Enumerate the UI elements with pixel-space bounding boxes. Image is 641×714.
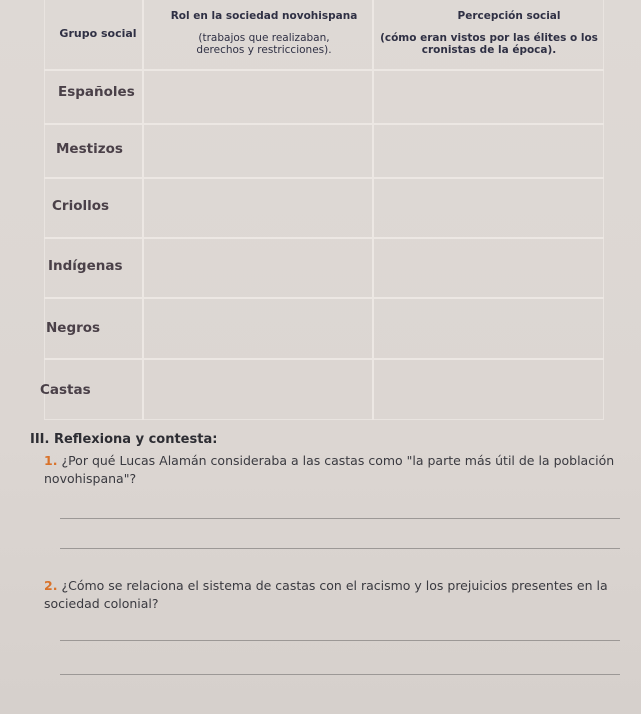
answer-line[interactable]: [60, 548, 620, 549]
question-1: [44, 452, 629, 488]
row-divider: [44, 297, 604, 299]
question-number: 2.: [44, 578, 58, 593]
question-text: ¿Cómo se relaciona el sistema de castas con el racismo y los prejuicios presentes en la sociedad colonial?: [44, 578, 608, 611]
header-grupo-social: Grupo social: [59, 27, 137, 40]
header-percepcion-sub: (cómo eran vistos por las élites o los cronistas de la época).: [380, 32, 598, 56]
column-divider: [372, 0, 374, 420]
header-rol: [154, 10, 374, 56]
row-label-mestizos: Mestizos: [56, 141, 123, 157]
row-label-negros: Negros: [46, 320, 101, 336]
row-label-espanoles: Españoles: [58, 84, 135, 100]
header-percepcion: [374, 10, 604, 56]
section-title: III. Reflexiona y contesta:: [30, 432, 218, 447]
question-text: ¿Por qué Lucas Alamán consideraba a las castas como "la parte más útil de la población novohispana"?: [44, 453, 615, 486]
header-rol-title: Rol en la sociedad novohispana: [170, 10, 358, 22]
row-label-criollos: Criollos: [52, 198, 110, 214]
answer-line[interactable]: [60, 674, 620, 675]
answer-line[interactable]: [60, 640, 620, 641]
table-border: [44, 0, 604, 420]
row-divider: [44, 237, 604, 239]
header-rol-sub: (trabajos que realizaban, derechos y restricciones).: [196, 32, 332, 56]
question-2: [44, 577, 629, 613]
row-divider: [44, 123, 604, 125]
row-divider: [44, 69, 604, 71]
row-divider: [44, 358, 604, 360]
social-groups-table: [40, 0, 604, 420]
question-number: 1.: [44, 453, 58, 468]
row-divider: [44, 177, 604, 179]
row-label-castas: Castas: [40, 382, 91, 398]
answer-line[interactable]: [60, 518, 620, 519]
column-divider: [142, 0, 144, 420]
row-label-indigenas: Indígenas: [48, 258, 123, 274]
header-percepcion-title: Percepción social: [457, 10, 561, 22]
